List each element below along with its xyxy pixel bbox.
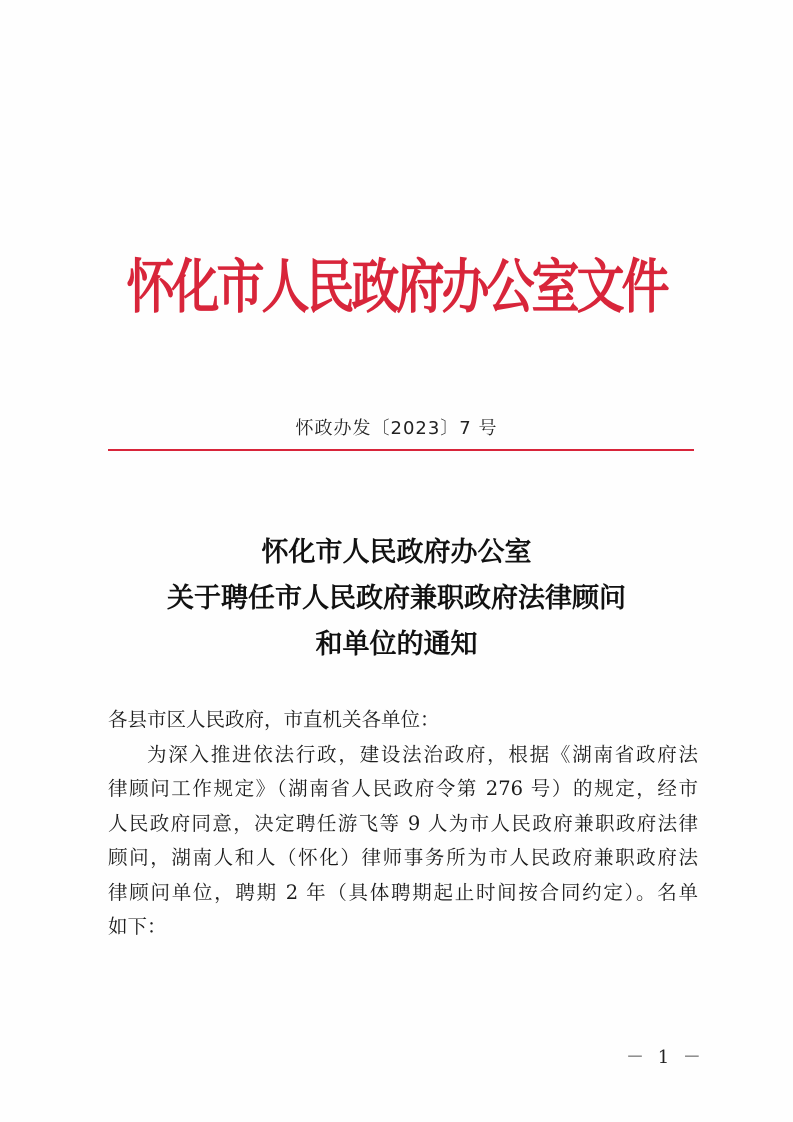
body-line-2: 律顾问工作规定》（湖南省人民政府令第 276 号）的规定，经市 — [108, 777, 698, 801]
body-line-6: 如下： — [108, 914, 167, 938]
title-line-3: 和单位的通知 — [315, 629, 478, 660]
red-separator-line — [108, 449, 694, 451]
body-line-1: 为深入推进依法行政，建设法治政府，根据《湖南省政府法 — [147, 743, 698, 766]
title-line-1: 怀化市人民政府办公室 — [261, 537, 532, 568]
body-line-4: 顾问，湖南人和人（怀化）律师事务所为市人民政府兼职政府法 — [108, 846, 698, 870]
title-line-2: 关于聘任市人民政府兼职政府法律顾问 — [167, 583, 626, 614]
document-number: 怀政办发〔2023〕7 号 — [295, 418, 498, 439]
salutation: 各县市区人民政府，市直机关各单位： — [108, 708, 440, 731]
body-line-3: 人民政府同意，决定聘任游飞等 9 人为市人民政府兼职政府法律 — [108, 811, 698, 835]
body-paragraph — [108, 738, 698, 944]
body-line-5: 律顾问单位，聘期 2 年（具体聘期起止时间按合同约定）。名单 — [108, 880, 698, 904]
page-number: － 1 － — [626, 1047, 705, 1068]
masthead-title: 怀化市人民政府办公室文件 — [126, 253, 667, 322]
notice-title — [0, 530, 793, 668]
